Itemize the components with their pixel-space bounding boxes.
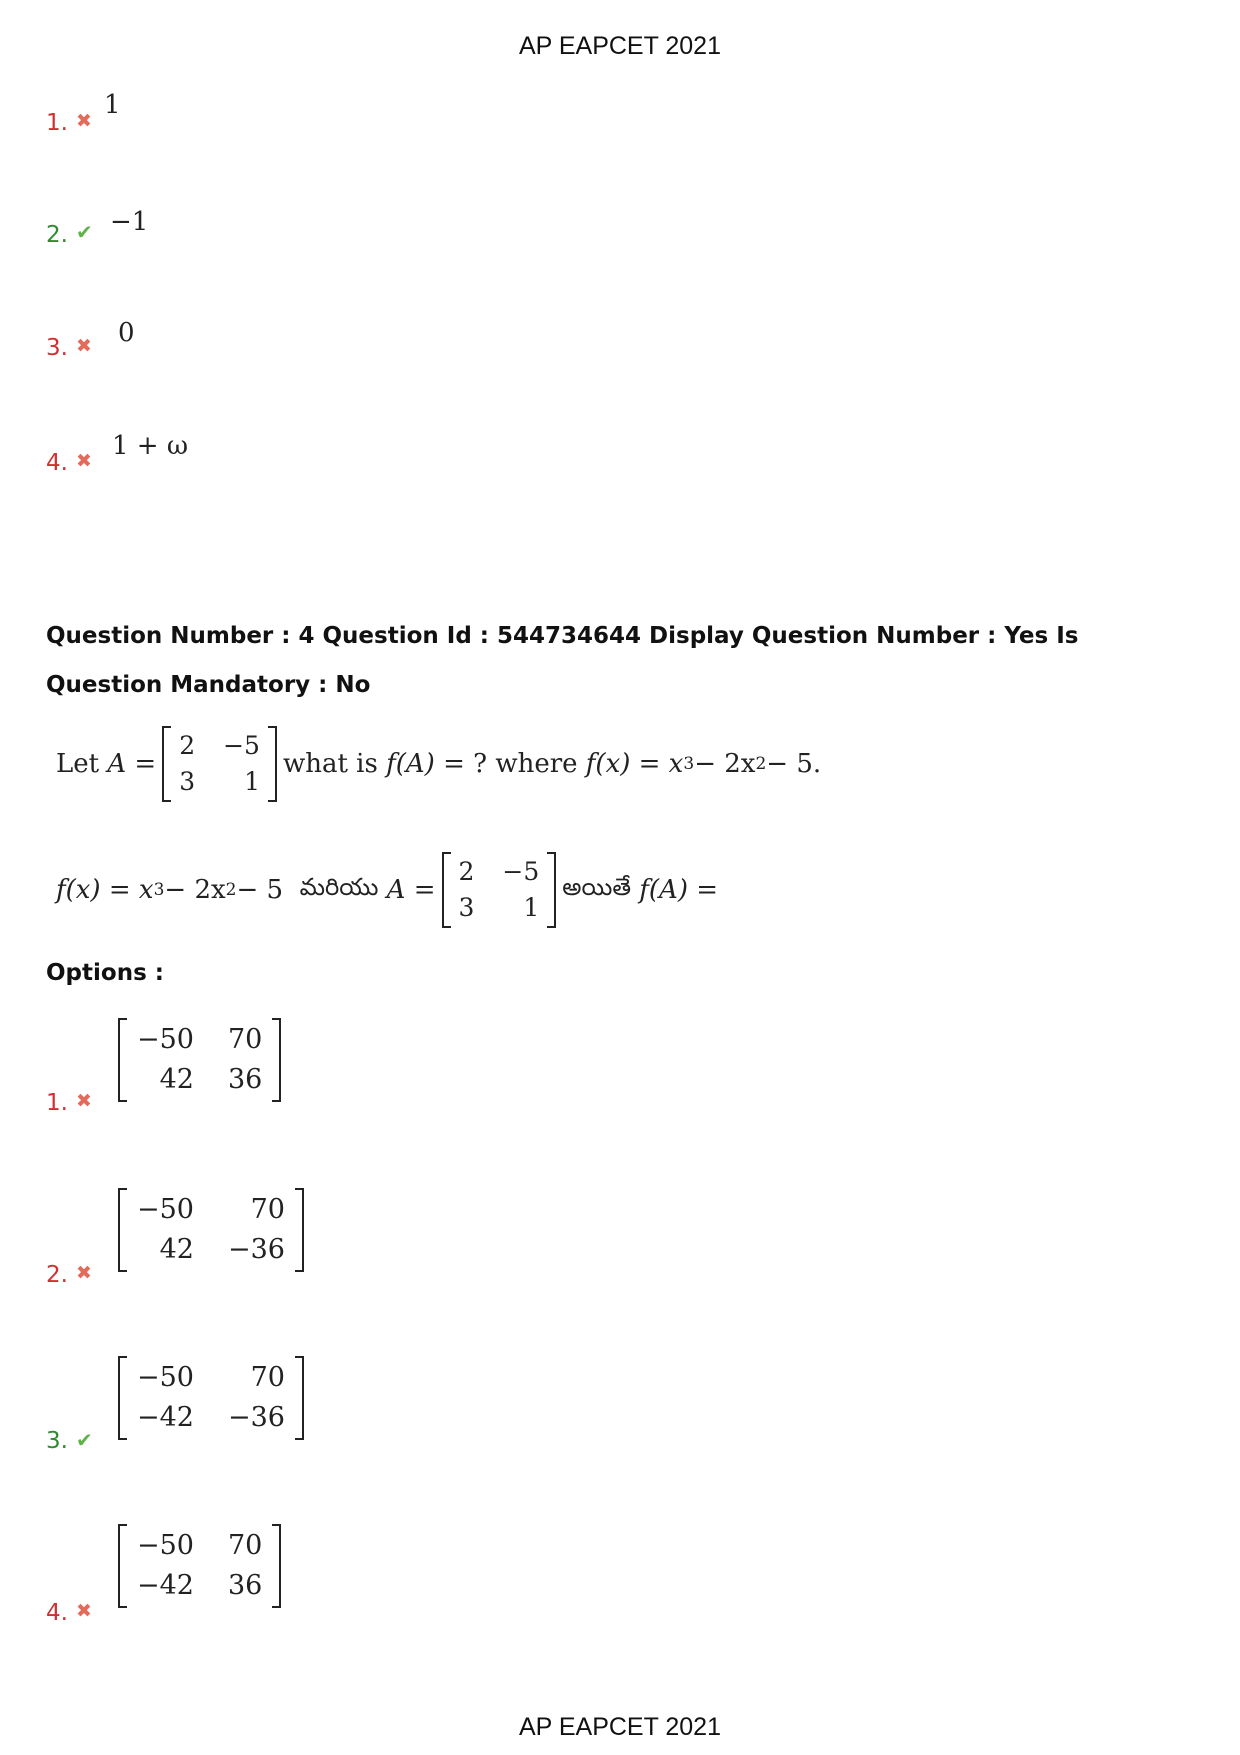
matrix-cell: 2 (458, 857, 475, 886)
matrix-cell: 1 (244, 767, 260, 796)
fx-expression: f(x) = x (585, 749, 684, 779)
matrix-cell: 1 (523, 893, 540, 922)
cross-icon: ✖ (76, 1600, 92, 1622)
option-2-matrix (112, 1188, 310, 1279)
question-statement-te (56, 852, 718, 928)
options-label: Options : (46, 960, 164, 986)
option-number: 3. (46, 335, 68, 361)
option-1-matrix (112, 1018, 287, 1109)
matrix-cell: −5 (502, 857, 540, 886)
matrix (118, 1188, 304, 1272)
f-of-a: f(A) = (639, 875, 719, 905)
check-icon: ✔ (76, 1428, 93, 1452)
cross-icon: ✖ (76, 110, 92, 132)
tail-text: − 5. (766, 749, 822, 779)
matrix (118, 1524, 281, 1608)
matrix-cell: 70 (227, 1530, 263, 1561)
matrix-cell: −50 (137, 1194, 194, 1225)
matrix-a (442, 852, 557, 928)
what-is-text: what is (282, 749, 378, 779)
matrix-cell: −5 (223, 731, 260, 760)
minus-2x: − 2x (694, 749, 756, 779)
f-of-a: f(A) (386, 749, 435, 779)
matrix-cell: 36 (227, 1570, 263, 1601)
power-3: 3 (683, 754, 695, 774)
page-footer: AP EAPCET 2021 (519, 1713, 721, 1741)
question-statement-en (56, 726, 821, 802)
matrix-cell: 42 (159, 1234, 194, 1265)
check-icon: ✔ (76, 220, 93, 244)
option-4-matrix (112, 1524, 287, 1615)
matrix-name: A = (107, 749, 157, 779)
matrix-name: A = (386, 875, 436, 905)
page-header: AP EAPCET 2021 (519, 32, 721, 60)
fx-expression: f(x) = x (56, 875, 154, 905)
if-text: అయితే (562, 873, 632, 901)
option-value: 0 (118, 318, 135, 348)
matrix-cell: 36 (227, 1064, 263, 1095)
option-number: 2. (46, 1262, 68, 1288)
matrix-a (162, 726, 277, 802)
matrix-cell: 70 (227, 1024, 263, 1055)
option-value: 1 (104, 90, 121, 120)
let-text: Let (56, 749, 100, 779)
matrix-cell: −42 (137, 1570, 194, 1601)
power-3: 3 (153, 880, 165, 900)
matrix-cell: 3 (179, 767, 196, 796)
matrix (118, 1018, 281, 1102)
option-number: 1. (46, 110, 68, 136)
matrix-cell: 42 (159, 1064, 194, 1095)
matrix-cell: 2 (179, 731, 196, 760)
matrix-cell: 70 (250, 1362, 285, 1393)
minus-5: − 5 (236, 875, 284, 905)
matrix-cell: 70 (250, 1194, 285, 1225)
and-text: మరియు (299, 873, 379, 901)
matrix-cell: −42 (137, 1402, 194, 1433)
power-2: 2 (755, 754, 767, 774)
matrix (118, 1356, 304, 1440)
option-number: 2. (46, 222, 68, 248)
option-number: 3. (46, 1428, 68, 1454)
option-value: −1 (110, 207, 149, 237)
cross-icon: ✖ (76, 335, 92, 357)
matrix-cell: 3 (458, 893, 475, 922)
where-text: = ? where (443, 749, 578, 779)
option-value: 1 + ω (112, 431, 189, 461)
option-number: 4. (46, 450, 68, 476)
minus-2x: − 2x (164, 875, 226, 905)
question-meta: Question Number : 4 Question Id : 544734644 Display Question Number : Yes Is Question Mandatory : No (46, 623, 1079, 698)
option-number: 4. (46, 1600, 68, 1626)
matrix-cell: −36 (227, 1402, 285, 1433)
cross-icon: ✖ (76, 1090, 92, 1112)
cross-icon: ✖ (76, 450, 92, 472)
power-2: 2 (225, 880, 237, 900)
option-3-matrix (112, 1356, 310, 1447)
matrix-cell: −36 (227, 1234, 285, 1265)
matrix-cell: −50 (137, 1362, 194, 1393)
matrix-cell: −50 (137, 1024, 194, 1055)
option-number: 1. (46, 1090, 68, 1116)
cross-icon: ✖ (76, 1262, 92, 1284)
matrix-cell: −50 (137, 1530, 194, 1561)
